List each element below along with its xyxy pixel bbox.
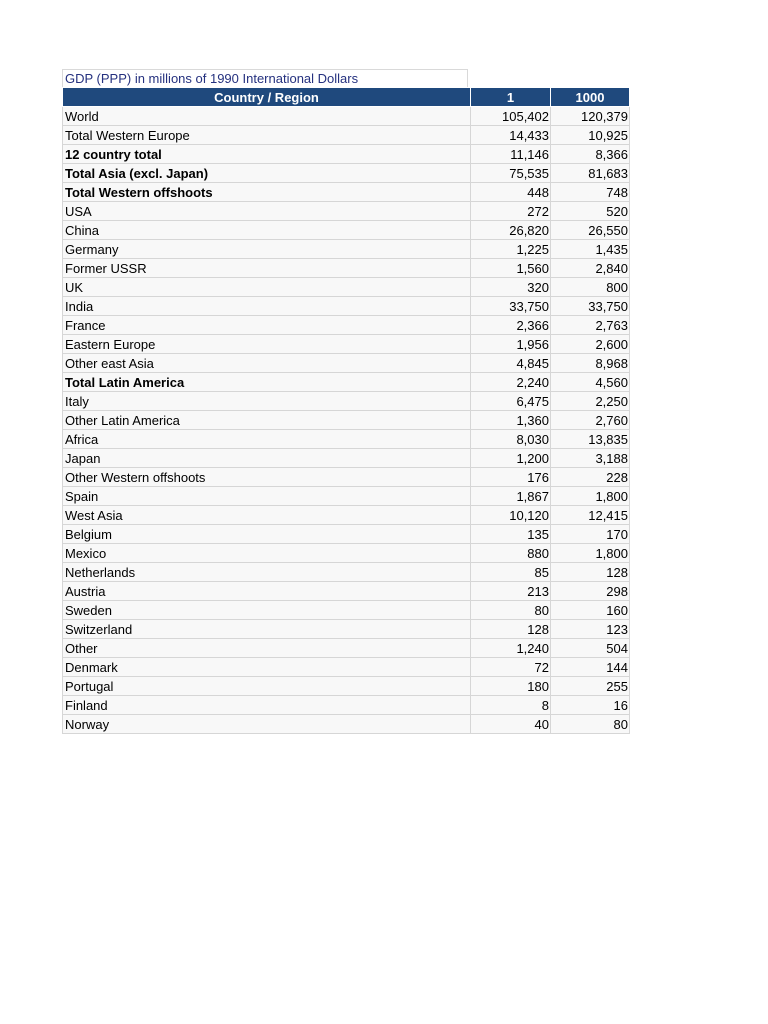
table-row [63,487,630,506]
country-region-cell[interactable]: Eastern Europe [63,335,471,354]
table-row [63,525,630,544]
table-row [63,202,630,221]
table-row [63,183,630,202]
country-region-cell[interactable]: Other Latin America [63,411,471,430]
gdp-year-1000-cell[interactable]: 4,560 [551,373,630,392]
gdp-year-1000-cell[interactable]: 144 [551,658,630,677]
country-region-cell[interactable]: Total Asia (excl. Japan) [63,164,471,183]
header-row [63,88,630,107]
table-row [63,563,630,582]
table-row [63,658,630,677]
gdp-year-1000-cell[interactable]: 10,925 [551,126,630,145]
country-region-cell[interactable]: USA [63,202,471,221]
country-region-cell[interactable]: Belgium [63,525,471,544]
country-region-cell[interactable]: Other east Asia [63,354,471,373]
gdp-year-1000-cell[interactable]: 2,760 [551,411,630,430]
table-row [63,639,630,658]
gdp-year-1-cell[interactable]: 135 [471,525,551,544]
country-region-cell[interactable]: Switzerland [63,620,471,639]
table-row [63,126,630,145]
table-row [63,696,630,715]
gdp-year-1-cell[interactable]: 75,535 [471,164,551,183]
country-region-cell[interactable]: Total Western offshoots [63,183,471,202]
gdp-year-1-cell[interactable]: 128 [471,620,551,639]
gdp-year-1-cell[interactable]: 10,120 [471,506,551,525]
gdp-year-1-cell[interactable]: 8,030 [471,430,551,449]
gdp-year-1000-cell[interactable]: 800 [551,278,630,297]
gdp-year-1000-cell[interactable]: 160 [551,601,630,620]
gdp-year-1-cell[interactable]: 105,402 [471,107,551,126]
country-region-cell[interactable]: 12 country total [63,145,471,164]
country-region-cell[interactable]: Former USSR [63,259,471,278]
table-row [63,354,630,373]
table-row [63,506,630,525]
country-region-cell[interactable]: Total Latin America [63,373,471,392]
country-region-cell[interactable]: Norway [63,715,471,734]
country-region-cell[interactable]: Other [63,639,471,658]
country-region-cell[interactable]: Japan [63,449,471,468]
table-row [63,582,630,601]
gdp-year-1-cell[interactable]: 1,560 [471,259,551,278]
gdp-year-1-cell[interactable]: 14,433 [471,126,551,145]
country-region-cell[interactable]: India [63,297,471,316]
gdp-year-1000-cell[interactable]: 13,835 [551,430,630,449]
table-row [63,145,630,164]
country-region-cell[interactable]: Total Western Europe [63,126,471,145]
gdp-year-1000-cell[interactable]: 123 [551,620,630,639]
gdp-year-1000-cell[interactable]: 26,550 [551,221,630,240]
country-region-cell[interactable]: Finland [63,696,471,715]
gdp-year-1000-cell[interactable]: 170 [551,525,630,544]
table-row [63,335,630,354]
gdp-spreadsheet [62,69,629,734]
gdp-year-1000-cell[interactable]: 2,600 [551,335,630,354]
table-row [63,373,630,392]
gdp-year-1-cell[interactable]: 2,240 [471,373,551,392]
table-row [63,392,630,411]
gdp-year-1000-cell[interactable]: 255 [551,677,630,696]
gdp-year-1-cell[interactable]: 176 [471,468,551,487]
country-region-cell[interactable]: Africa [63,430,471,449]
gdp-year-1-cell[interactable]: 1,867 [471,487,551,506]
gdp-year-1000-cell[interactable]: 12,415 [551,506,630,525]
table-row [63,430,630,449]
gdp-year-1000-cell[interactable]: 228 [551,468,630,487]
gdp-year-1-cell[interactable]: 448 [471,183,551,202]
gdp-year-1-cell[interactable]: 1,240 [471,639,551,658]
gdp-year-1-cell[interactable]: 320 [471,278,551,297]
gdp-year-1-cell[interactable]: 2,366 [471,316,551,335]
gdp-year-1000-cell[interactable]: 120,379 [551,107,630,126]
country-region-cell[interactable]: West Asia [63,506,471,525]
country-region-cell[interactable]: Netherlands [63,563,471,582]
header-year-1[interactable]: 1 [471,88,551,107]
gdp-year-1-cell[interactable]: 80 [471,601,551,620]
country-region-cell[interactable]: Italy [63,392,471,411]
table-body [63,107,630,734]
table-row [63,468,630,487]
gdp-table [62,87,630,734]
gdp-year-1-cell[interactable]: 11,146 [471,145,551,164]
gdp-year-1-cell[interactable]: 33,750 [471,297,551,316]
country-region-cell[interactable]: Spain [63,487,471,506]
gdp-year-1-cell[interactable]: 1,225 [471,240,551,259]
gdp-year-1000-cell[interactable]: 748 [551,183,630,202]
gdp-year-1000-cell[interactable]: 33,750 [551,297,630,316]
country-region-cell[interactable]: Other Western offshoots [63,468,471,487]
gdp-year-1000-cell[interactable]: 1,800 [551,544,630,563]
table-row [63,544,630,563]
table-row [63,449,630,468]
country-region-cell[interactable]: Portugal [63,677,471,696]
table-row [63,316,630,335]
gdp-year-1000-cell[interactable]: 2,840 [551,259,630,278]
sheet-title: GDP (PPP) in millions of 1990 International Dollars [62,69,468,87]
gdp-year-1-cell[interactable]: 85 [471,563,551,582]
gdp-year-1-cell[interactable]: 4,845 [471,354,551,373]
country-region-cell[interactable]: France [63,316,471,335]
table-row [63,240,630,259]
gdp-year-1-cell[interactable]: 1,956 [471,335,551,354]
gdp-year-1-cell[interactable]: 6,475 [471,392,551,411]
country-region-cell[interactable]: China [63,221,471,240]
country-region-cell[interactable]: Sweden [63,601,471,620]
gdp-year-1-cell[interactable]: 213 [471,582,551,601]
gdp-year-1000-cell[interactable]: 128 [551,563,630,582]
gdp-year-1000-cell[interactable]: 1,435 [551,240,630,259]
gdp-year-1000-cell[interactable]: 8,968 [551,354,630,373]
gdp-year-1-cell[interactable]: 880 [471,544,551,563]
gdp-year-1000-cell[interactable]: 8,366 [551,145,630,164]
table-row [63,221,630,240]
table-row [63,715,630,734]
gdp-year-1-cell[interactable]: 72 [471,658,551,677]
country-region-cell[interactable]: Mexico [63,544,471,563]
table-row [63,259,630,278]
gdp-year-1-cell[interactable]: 1,360 [471,411,551,430]
country-region-cell[interactable]: World [63,107,471,126]
table-row [63,677,630,696]
gdp-year-1-cell[interactable]: 40 [471,715,551,734]
gdp-year-1-cell[interactable]: 272 [471,202,551,221]
table-row [63,164,630,183]
gdp-year-1000-cell[interactable]: 80 [551,715,630,734]
gdp-year-1000-cell[interactable]: 81,683 [551,164,630,183]
gdp-year-1000-cell[interactable]: 2,250 [551,392,630,411]
gdp-year-1-cell[interactable]: 180 [471,677,551,696]
country-region-cell[interactable]: Germany [63,240,471,259]
table-row [63,411,630,430]
country-region-cell[interactable]: UK [63,278,471,297]
gdp-year-1000-cell[interactable]: 16 [551,696,630,715]
table-row [63,601,630,620]
table-row [63,297,630,316]
gdp-year-1-cell[interactable]: 8 [471,696,551,715]
table-row [63,107,630,126]
gdp-year-1000-cell[interactable]: 3,188 [551,449,630,468]
table-row [63,278,630,297]
country-region-cell[interactable]: Austria [63,582,471,601]
header-year-1000[interactable]: 1000 [551,88,630,107]
gdp-year-1000-cell[interactable]: 2,763 [551,316,630,335]
gdp-year-1000-cell[interactable]: 504 [551,639,630,658]
header-country-region[interactable]: Country / Region [63,88,471,107]
title-row [62,69,629,87]
gdp-year-1000-cell[interactable]: 298 [551,582,630,601]
gdp-year-1000-cell[interactable]: 520 [551,202,630,221]
gdp-year-1-cell[interactable]: 26,820 [471,221,551,240]
gdp-year-1000-cell[interactable]: 1,800 [551,487,630,506]
gdp-year-1-cell[interactable]: 1,200 [471,449,551,468]
table-row [63,620,630,639]
country-region-cell[interactable]: Denmark [63,658,471,677]
